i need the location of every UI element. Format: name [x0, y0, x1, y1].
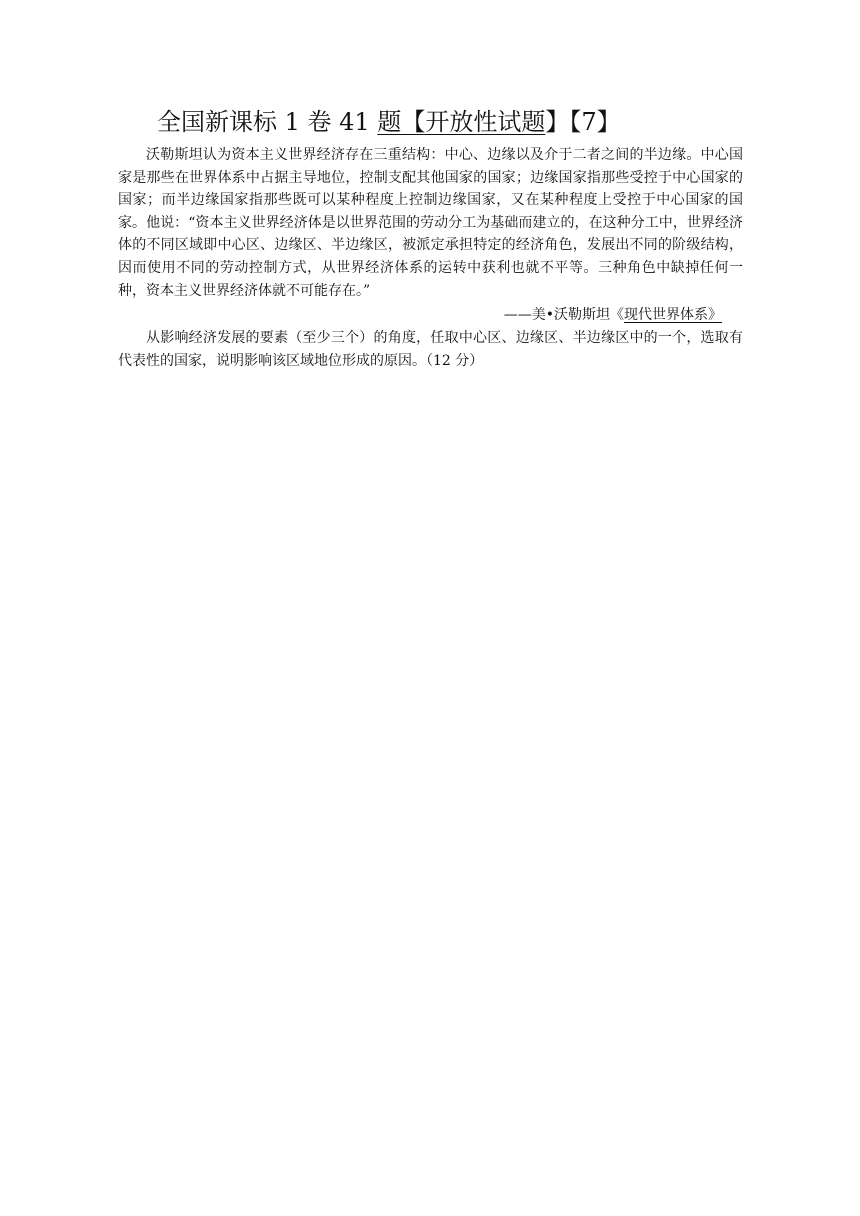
source-citation: [504, 304, 722, 326]
question-prompt: 从影响经济发展的要素（至少三个）的角度，任取中心区、边缘区、半边缘区中的一个，选取有代表性的国家，说明影响该区域地位形成的原因。（12 分）: [118, 330, 743, 369]
title-text-plain: 全国新课标 1 卷 41: [157, 108, 378, 136]
title-text-underlined: 题【开放性试题: [377, 108, 546, 136]
material-paragraph: 沃勒斯坦认为资本主义世界经济存在三重结构：中心、边缘以及介于二者之间的半边缘。中心国家是那些在世界体系中占据主导地位，控制支配其他国家的国家；边缘国家指那些受控于中心国家的国家；而半边缘国家指那些既可以某种程度上控制边缘国家，又在某种程度上受控于中心国家的国家。他说：“资本主义世界经济体是以世界范围的劳动分工为基础而建立的，在这种分工中，世界经济体的不同区域即中心区、边缘区、半边缘区，被派定承担特定的经济角色，发展出不同的阶级结构，因而使用不同的劳动控制方式，从世界经济体系的运转中获利也就不平等。三种角色中缺掉任何一种，资本主义世界经济体就不可能存在。”: [118, 147, 743, 299]
source-book-title: 现代世界体系》: [624, 307, 722, 323]
question-title: [157, 105, 621, 139]
source-author: ——美•沃勒斯坦《: [503, 307, 624, 323]
title-text-tail: 】【7】: [545, 108, 621, 136]
